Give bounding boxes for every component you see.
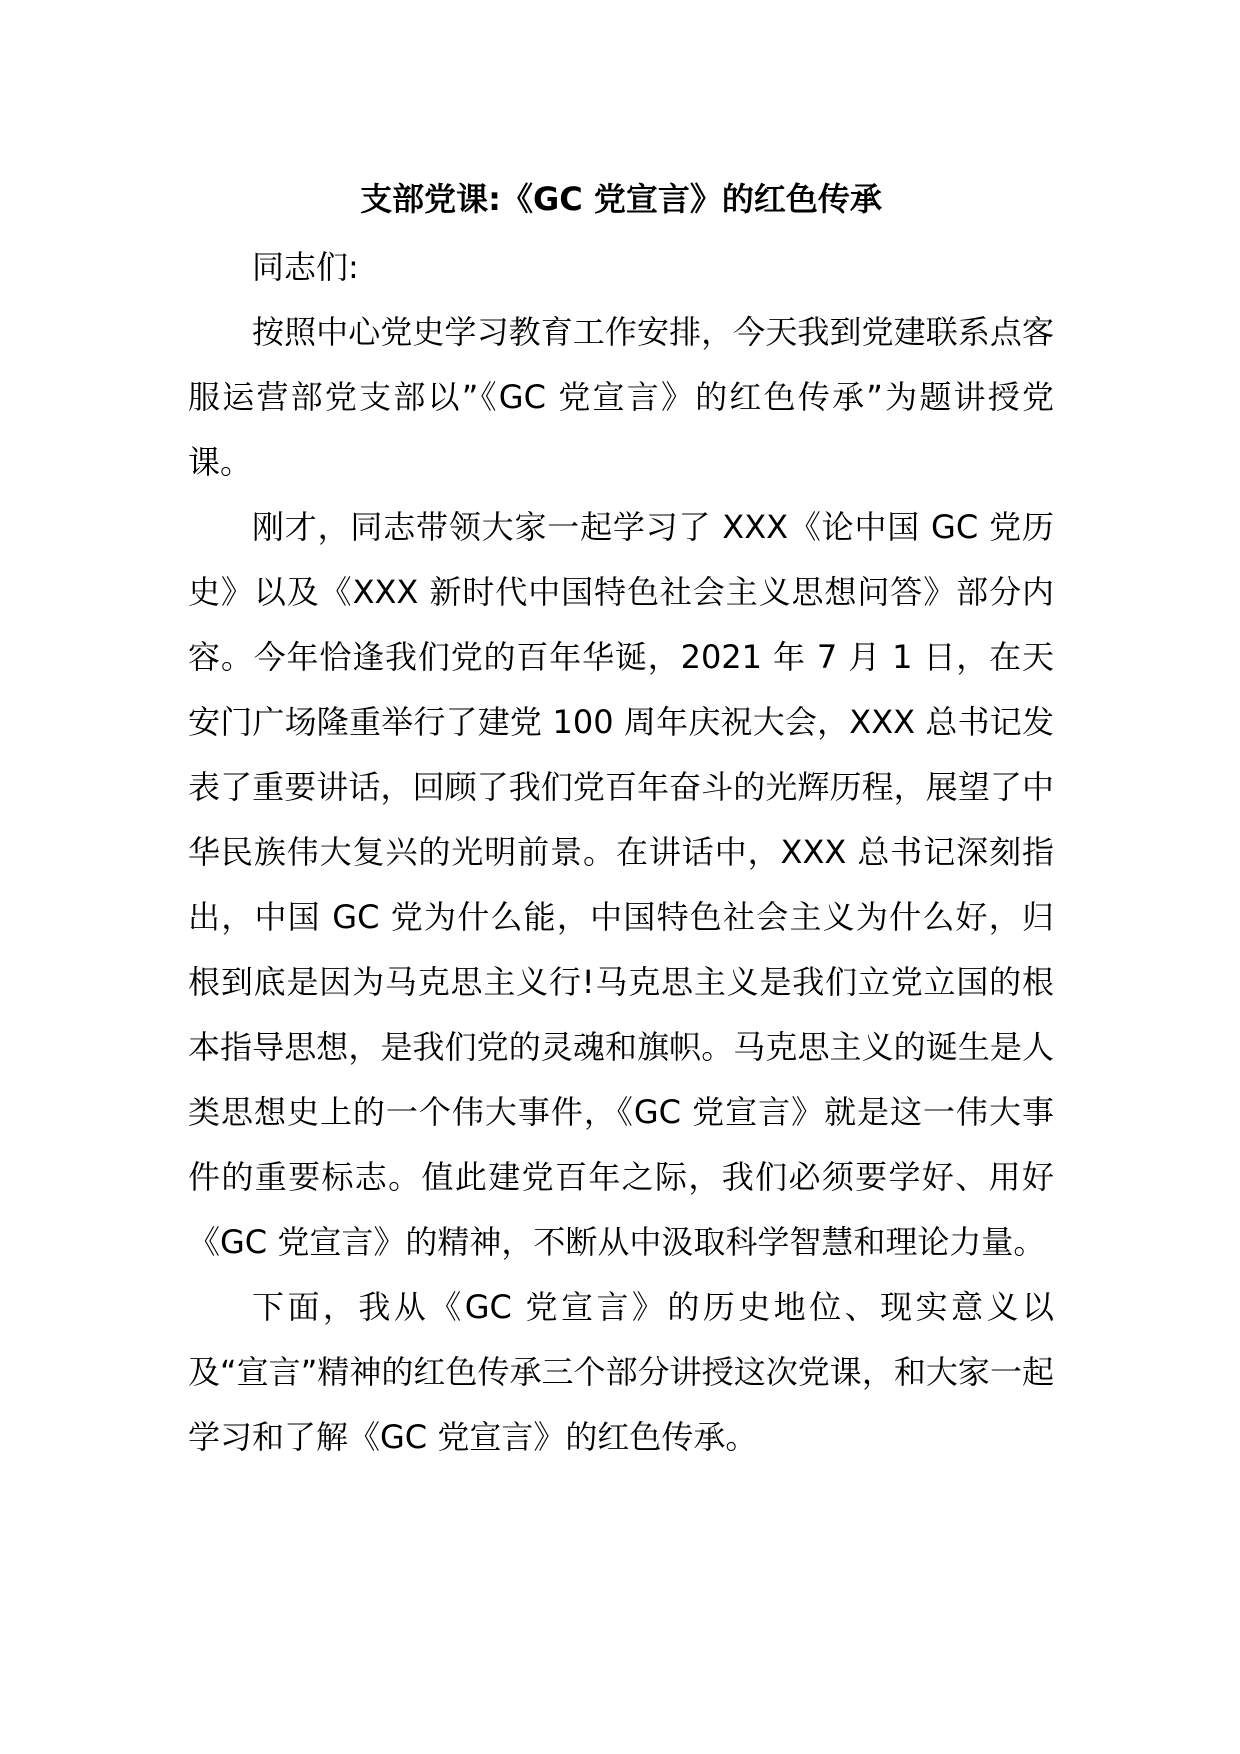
paragraph-outline: 下面，我从《GC 党宣言》的历史地位、现实意义以及“宣言”精神的红色传承三个部分讲授这次党课，和大家一起学习和了解《GC 党宣言》的红色传承。 — [188, 1288, 1054, 1456]
salutation: 同志们: — [252, 248, 359, 286]
paragraph-background: 刚才，同志带领大家一起学习了 XXX《论中国 GC 党历史》以及《XXX 新时代中国特色社会主义思想问答》部分内容。今年恰逢我们党的百年华诞，2021 年 7 月 1 日，在天安门广场隆重举行了建党 100 周年庆祝大会，XXX 总书记发表了重要讲话，回顾了我们党百年奋斗的光辉历程，展望了中华民族伟大复兴的光明前景。在讲话中，XXX 总书记深刻指出，中国 GC 党为什么能，中国特色社会主义为什么好，归根到底是因为马克思主义行!马克思主义是我们立党立国的根本指导思想，是我们党的灵魂和旗帜。马克思主义的诞生是人类思想史上的一个伟大事件，《GC 党宣言》就是这一伟大事件的重要标志。值此建党百年之际，我们必须要学好、用好《GC 党宣言》的精神，不断从中汲取科学智慧和理论力量。 — [188, 508, 1054, 1261]
document-title: 支部党课:《GC 党宣言》的红色传承 — [360, 180, 882, 218]
paragraph-intro: 按照中心党史学习教育工作安排，今天我到党建联系点客服运营部党支部以”《GC 党宣言》的红色传承”为题讲授党课。 — [188, 313, 1054, 481]
document-body — [188, 175, 1054, 1470]
